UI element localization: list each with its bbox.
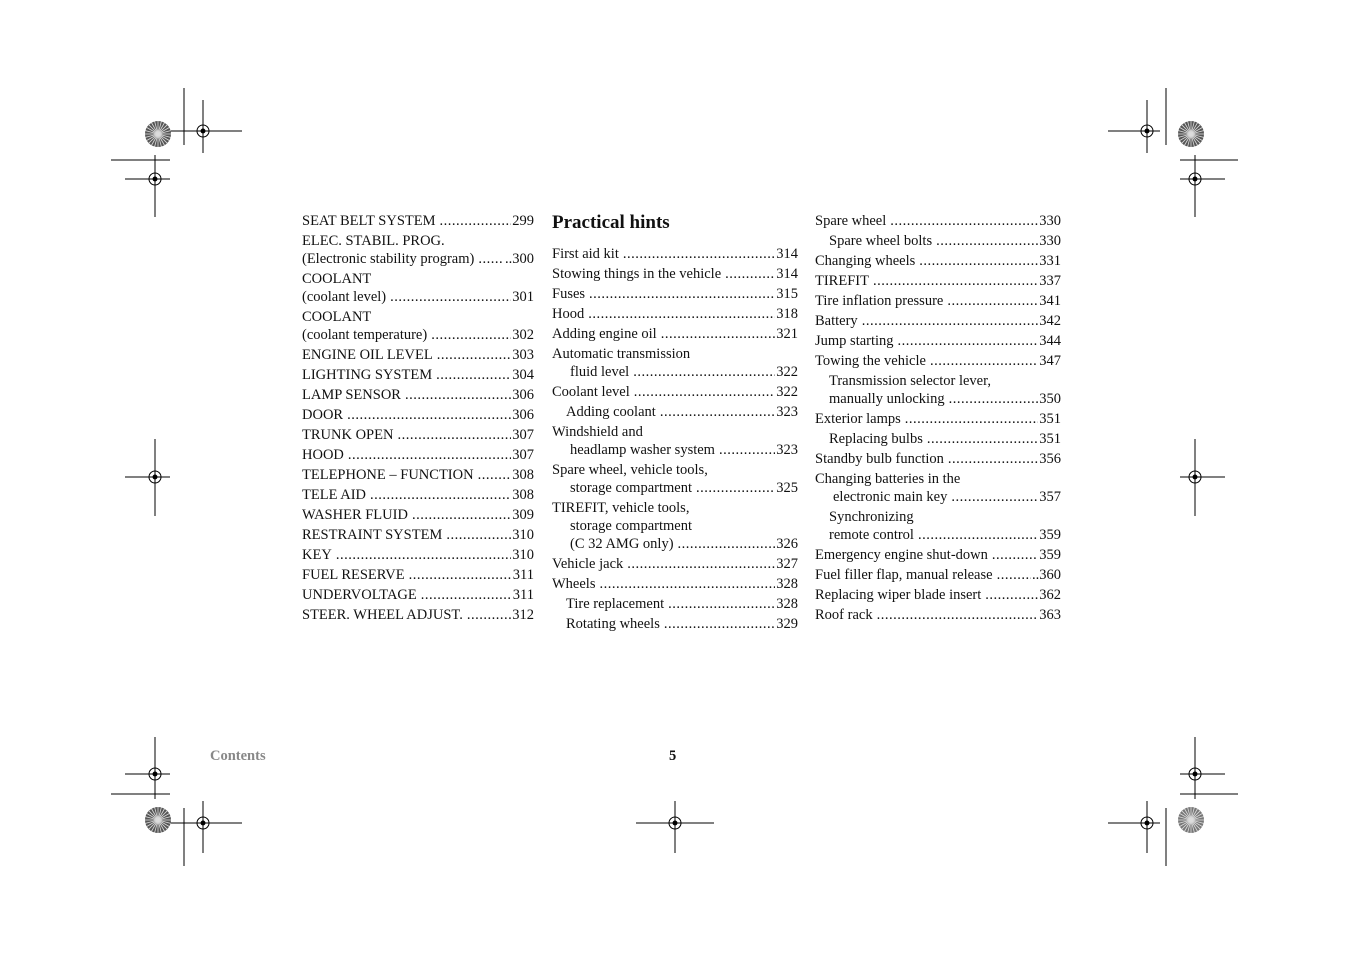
dot-leader <box>348 446 511 464</box>
dot-leader <box>951 488 1038 506</box>
index-entry-title: headlamp washer system <box>570 442 715 458</box>
index-entry <box>302 526 534 544</box>
dot-leader <box>877 606 1039 624</box>
index-entry-title: Replacing wiper blade insert <box>815 587 982 603</box>
index-entry-page: 311 <box>512 587 534 603</box>
index-entry-title: STEER. WHEEL ADJUST. <box>302 607 463 623</box>
index-entry-title: Hood <box>552 306 585 322</box>
dot-leader <box>873 272 1038 290</box>
index-entry-title: DOOR <box>302 407 344 423</box>
index-entry-title: ENGINE OIL LEVEL <box>302 347 433 363</box>
index-entry-title: (coolant level) <box>302 289 387 305</box>
index-entry <box>815 352 1061 370</box>
index-entry-title: Rotating wheels <box>566 616 660 632</box>
dot-leader <box>431 326 511 344</box>
index-entry-title: Changing wheels <box>815 253 916 269</box>
index-entry-page: 307 <box>512 447 534 463</box>
index-entry-title: storage compartment <box>570 480 692 496</box>
index-entry-title: remote control <box>829 527 914 543</box>
index-entry-page: 312 <box>512 607 534 623</box>
index-entry <box>302 308 534 344</box>
index-entry-page: 362 <box>1039 587 1061 603</box>
index-entry-page: 325 <box>776 480 798 496</box>
dot-leader <box>467 606 511 624</box>
index-entry-title: Spare wheel <box>815 213 887 229</box>
dot-leader <box>936 232 1038 250</box>
dot-leader <box>623 245 775 263</box>
dot-leader <box>660 403 775 421</box>
index-entry-page: 315 <box>776 286 798 302</box>
index-entry <box>815 566 1061 584</box>
index-entry-page: 344 <box>1039 333 1061 349</box>
index-entry <box>552 265 798 283</box>
index-entry-title: electronic main key <box>833 489 948 505</box>
dot-leader <box>390 288 511 306</box>
index-entry <box>552 305 798 323</box>
index-entry <box>815 546 1061 564</box>
index-entry-page: 351 <box>1039 411 1061 427</box>
index-entry-title: Adding coolant <box>566 404 656 420</box>
index-entry-page: 322 <box>776 364 798 380</box>
index-entry-page: 347 <box>1039 353 1061 369</box>
index-entry-title: Tire inflation pressure <box>815 293 944 309</box>
dot-leader <box>409 566 512 584</box>
dot-leader <box>919 252 1038 270</box>
index-entry <box>815 508 1061 544</box>
index-entry-line: Windshield and <box>552 424 643 440</box>
index-entry-page: 310 <box>512 547 534 563</box>
index-entry <box>302 366 534 384</box>
index-entry <box>552 403 798 421</box>
index-entry-title: (Electronic stability program) <box>302 251 475 267</box>
index-entry <box>815 430 1061 448</box>
index-entry <box>552 285 798 303</box>
index-entry <box>302 270 534 306</box>
dot-leader <box>949 390 1039 408</box>
column-3 <box>815 212 1061 626</box>
index-entry <box>552 245 798 263</box>
dot-leader <box>589 285 775 303</box>
column-2 <box>552 212 798 635</box>
index-entry-line: storage compartment <box>570 518 692 534</box>
index-entry-page: 327 <box>776 556 798 572</box>
index-entry-title: Exterior lamps <box>815 411 901 427</box>
index-entry-line: COOLANT <box>302 309 372 325</box>
index-entry-page: 310 <box>512 527 534 543</box>
index-entry-title: (coolant temperature) <box>302 327 428 343</box>
index-entry-page: 321 <box>776 326 798 342</box>
dot-leader <box>370 486 511 504</box>
index-entry <box>552 345 798 381</box>
index-entry <box>302 466 534 484</box>
dot-leader <box>588 305 775 323</box>
index-entry-title: Tire replacement <box>566 596 665 612</box>
dot-leader <box>668 595 775 613</box>
index-entry <box>302 586 534 604</box>
index-entry-title: SEAT BELT SYSTEM <box>302 213 436 229</box>
index-entry <box>552 325 798 343</box>
index-entry <box>552 615 798 633</box>
dot-leader <box>918 526 1038 544</box>
index-entry-page: 330 <box>1039 213 1061 229</box>
index-entry-page: 359 <box>1039 547 1061 563</box>
index-entry-title: Stowing things in the vehicle <box>552 266 722 282</box>
dot-leader <box>421 586 512 604</box>
index-entry-title: Fuses <box>552 286 586 302</box>
index-entry <box>302 566 534 584</box>
index-entry <box>815 332 1061 350</box>
index-entry-page: ..360 <box>1032 567 1061 583</box>
index-entry <box>815 410 1061 428</box>
index-entry-page: 314 <box>776 246 798 262</box>
index-entry-page: 299 <box>512 213 534 229</box>
index-entry-line: Automatic transmission <box>552 346 691 362</box>
index-entry <box>815 606 1061 624</box>
index-entry-page: 308 <box>512 467 534 483</box>
index-entry <box>302 386 534 404</box>
dot-leader <box>661 325 776 343</box>
index-entry-page: 328 <box>776 596 798 612</box>
index-entry-page: 307 <box>512 427 534 443</box>
dot-leader <box>412 506 511 524</box>
dot-leader <box>719 441 775 459</box>
index-entry-title: FUEL RESERVE <box>302 567 405 583</box>
index-entry-page: 329 <box>776 616 798 632</box>
dot-leader <box>725 265 775 283</box>
index-entry-page: 363 <box>1039 607 1061 623</box>
index-entry-page: 306 <box>512 387 534 403</box>
index-entry-title: (C 32 AMG only) <box>570 536 674 552</box>
index-entry-title: Battery <box>815 313 858 329</box>
index-entry <box>552 423 798 459</box>
index-entry <box>815 470 1061 506</box>
dot-leader <box>440 212 512 230</box>
index-entry-title: First aid kit <box>552 246 619 262</box>
dot-leader <box>927 430 1038 448</box>
index-entry-page: 359 <box>1039 527 1061 543</box>
index-entry-title: Roof rack <box>815 607 873 623</box>
dot-leader <box>678 535 776 553</box>
index-entry <box>552 383 798 401</box>
index-entry <box>815 586 1061 604</box>
index-entry <box>302 606 534 624</box>
page-number: 5 <box>669 748 677 764</box>
index-entry-line: Changing batteries in the <box>815 471 961 487</box>
index-entry-page: 351 <box>1039 431 1061 447</box>
index-entry-page: 308 <box>512 487 534 503</box>
index-entry <box>302 486 534 504</box>
index-entry <box>302 506 534 524</box>
footer-section-label: Contents <box>210 748 266 764</box>
dot-leader <box>405 386 511 404</box>
index-entry <box>552 575 798 593</box>
index-entry-title: Towing the vehicle <box>815 353 926 369</box>
index-entry <box>815 272 1061 290</box>
index-entry-title: Jump starting <box>815 333 894 349</box>
index-entry-title: UNDERVOLTAGE <box>302 587 417 603</box>
index-entry <box>815 212 1061 230</box>
index-entry-title: Vehicle jack <box>552 556 624 572</box>
index-entry <box>815 450 1061 468</box>
index-entry-page: 337 <box>1039 273 1061 289</box>
index-entry <box>302 406 534 424</box>
index-entry <box>815 312 1061 330</box>
index-entry <box>302 546 534 564</box>
dot-leader <box>890 212 1038 230</box>
dot-leader <box>905 410 1038 428</box>
index-entry <box>552 555 798 573</box>
index-entry-page: 357 <box>1039 489 1061 505</box>
index-entry-title: KEY <box>302 547 332 563</box>
index-entry <box>302 232 534 268</box>
index-entry-title: Coolant level <box>552 384 630 400</box>
dot-leader <box>997 566 1031 584</box>
index-entry <box>302 426 534 444</box>
dot-leader <box>862 312 1039 330</box>
dot-leader <box>992 546 1038 564</box>
index-entry-page: 311 <box>512 567 534 583</box>
index-entry-title: Emergency engine shut-down <box>815 547 988 563</box>
index-entry-line: Synchronizing <box>829 509 914 525</box>
index-entry-title: LIGHTING SYSTEM <box>302 367 433 383</box>
index-entry-page: 350 <box>1039 391 1061 407</box>
index-entry-page: 331 <box>1039 253 1061 269</box>
dot-leader <box>985 586 1038 604</box>
index-entry-page: 341 <box>1039 293 1061 309</box>
index-entry-title: LAMP SENSOR <box>302 387 401 403</box>
dot-leader <box>947 292 1038 310</box>
index-entry-title: TRUNK OPEN <box>302 427 394 443</box>
index-entry <box>815 372 1061 408</box>
dot-leader <box>599 575 775 593</box>
index-entry-title: TELE AID <box>302 487 367 503</box>
index-entry <box>302 212 534 230</box>
index-entry-page: 306 <box>512 407 534 423</box>
dot-leader <box>446 526 511 544</box>
index-entry <box>302 446 534 464</box>
index-entry-title: TELEPHONE – FUNCTION <box>302 467 474 483</box>
column-1 <box>302 212 534 626</box>
index-entry-title: Fuel filler flap, manual release <box>815 567 993 583</box>
dot-leader <box>397 426 511 444</box>
index-entry <box>815 232 1061 250</box>
section-heading: Practical hints <box>552 212 670 233</box>
index-entry-title: manually unlocking <box>829 391 945 407</box>
dot-leader <box>478 250 504 268</box>
dot-leader <box>696 479 775 497</box>
index-entry-title: WASHER FLUID <box>302 507 408 523</box>
dot-leader <box>634 383 776 401</box>
dot-leader <box>930 352 1038 370</box>
index-entry-title: Standby bulb function <box>815 451 944 467</box>
index-entry <box>815 252 1061 270</box>
index-entry-title: HOOD <box>302 447 344 463</box>
index-entry-line: COOLANT <box>302 271 372 287</box>
index-entry <box>302 346 534 364</box>
dot-leader <box>948 450 1038 468</box>
index-entry-page: 328 <box>776 576 798 592</box>
index-entry <box>552 461 798 497</box>
index-entry-page: ..300 <box>505 251 534 267</box>
index-entry-title: Adding engine oil <box>552 326 657 342</box>
dot-leader <box>436 366 511 384</box>
index-entry-title: Wheels <box>552 576 596 592</box>
index-entry-page: 322 <box>776 384 798 400</box>
index-entry-page: 318 <box>776 306 798 322</box>
index-entry <box>552 595 798 613</box>
dot-leader <box>627 555 775 573</box>
index-entry-page: 314 <box>776 266 798 282</box>
dot-leader <box>478 466 512 484</box>
index-entry-line: ELEC. STABIL. PROG. <box>302 233 445 249</box>
index-entry-line: Transmission selector lever, <box>829 373 991 389</box>
index-entry <box>815 292 1061 310</box>
index-entry-page: 356 <box>1039 451 1061 467</box>
index-entry-title: Spare wheel bolts <box>829 233 933 249</box>
dot-leader <box>664 615 775 633</box>
index-entry-page: 323 <box>776 442 798 458</box>
index-entry-page: 301 <box>512 289 534 305</box>
dot-leader <box>437 346 512 364</box>
index-entry-title: Replacing bulbs <box>829 431 923 447</box>
dot-leader <box>898 332 1039 350</box>
index-entry-title: fluid level <box>570 364 630 380</box>
dot-leader <box>336 546 511 564</box>
index-entry <box>552 499 798 553</box>
index-entry-page: 323 <box>776 404 798 420</box>
index-entry-page: 342 <box>1039 313 1061 329</box>
dot-leader <box>347 406 511 424</box>
index-entry-page: 303 <box>512 347 534 363</box>
index-entry-page: 326 <box>776 536 798 552</box>
index-entry-line: TIREFIT, vehicle tools, <box>552 500 690 516</box>
index-entry-page: 330 <box>1039 233 1061 249</box>
index-entry-title: RESTRAINT SYSTEM <box>302 527 443 543</box>
index-entry-page: 302 <box>512 327 534 343</box>
index-entry-title: TIREFIT <box>815 273 869 289</box>
index-entry-page: 304 <box>512 367 534 383</box>
dot-leader <box>633 363 775 381</box>
index-entry-line: Spare wheel, vehicle tools, <box>552 462 708 478</box>
index-entry-page: 309 <box>512 507 534 523</box>
